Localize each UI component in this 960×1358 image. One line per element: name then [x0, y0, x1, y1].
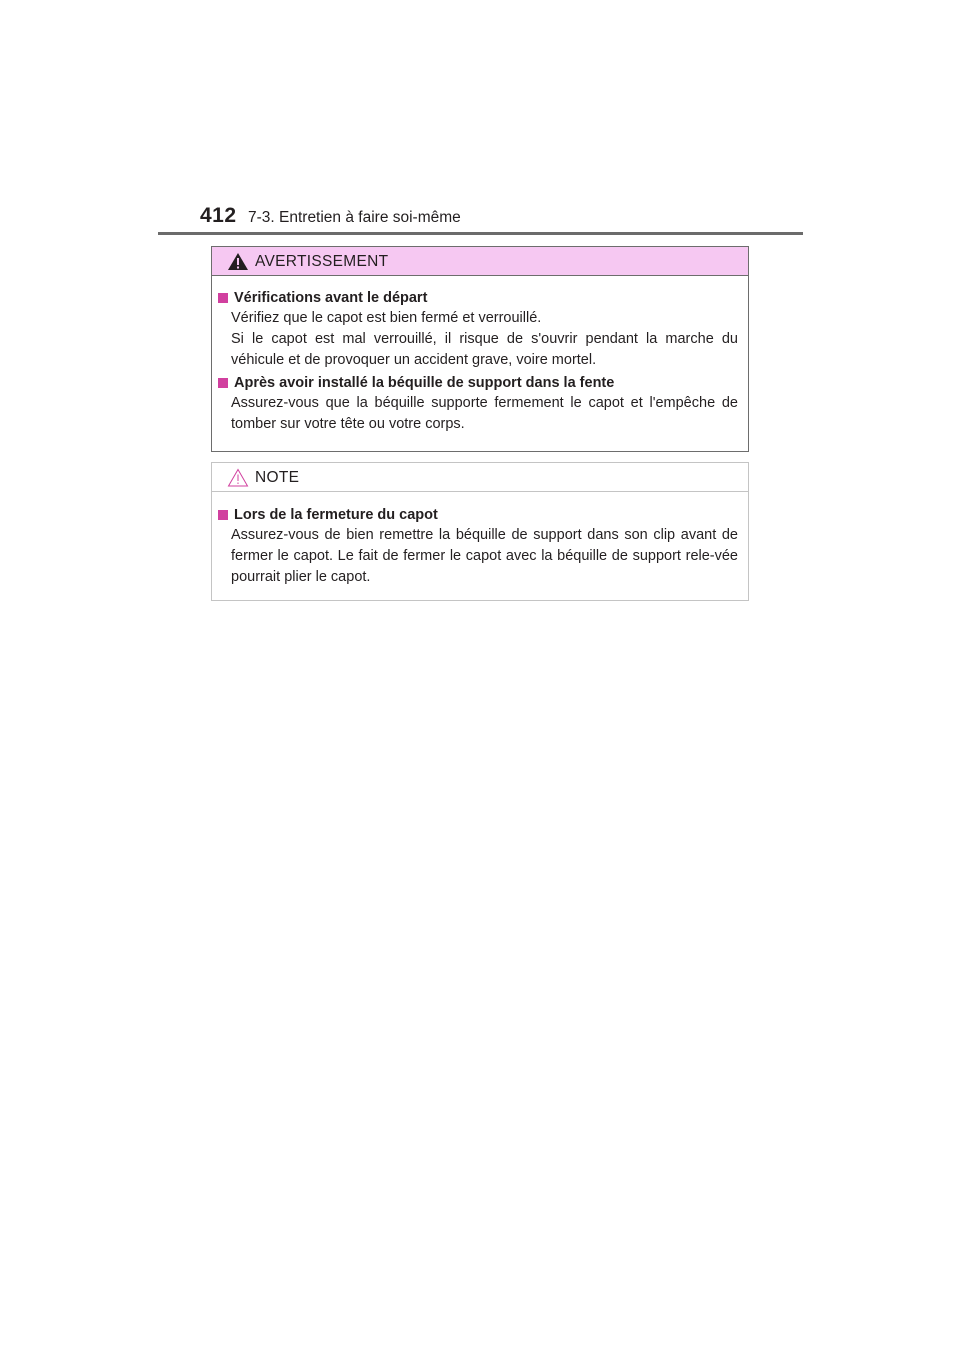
paragraph: Vérifiez que le capot est bien fermé et verrouillé.	[231, 310, 542, 326]
paragraph: Si le capot est mal verrouillé, il risque de s'ouvrir pendant la marche du véhicule et de provoquer un accident grave, voire mortel.	[231, 331, 738, 368]
warning-item-text	[218, 393, 738, 435]
page-header	[200, 204, 800, 234]
warning-header	[212, 247, 748, 276]
caution-triangle-outline-icon	[227, 468, 249, 487]
square-bullet-icon	[218, 378, 228, 388]
item-title-text: Après avoir installé la béquille de support dans la fente	[234, 375, 615, 391]
square-bullet-icon	[218, 293, 228, 303]
page-number: 412	[200, 204, 237, 227]
note-body	[212, 505, 748, 590]
item-title-text: Lors de la fermeture du capot	[234, 507, 438, 523]
note-item-text	[218, 525, 738, 588]
note-header	[212, 463, 748, 492]
paragraph: Assurez-vous de bien remettre la béquille de support dans son clip avant de fermer le capot. Le fait de fermer le capot avec la béquille de support rele-vée pourrait plier le capot.	[231, 527, 738, 585]
warning-body	[212, 288, 748, 437]
warning-label: AVERTISSEMENT	[255, 253, 389, 270]
warning-item-title	[218, 373, 738, 393]
header-rule	[158, 232, 803, 235]
warning-triangle-icon	[227, 252, 249, 271]
square-bullet-icon	[218, 510, 228, 520]
note-label: NOTE	[255, 469, 300, 486]
note-item-title	[218, 505, 738, 525]
warning-box	[211, 246, 749, 452]
warning-item-text	[218, 308, 738, 371]
paragraph: Assurez-vous que la béquille supporte fermement le capot et l'empêche de tomber sur votre tête ou votre corps.	[231, 395, 738, 432]
item-title-text: Vérifications avant le départ	[234, 290, 428, 306]
warning-item-title	[218, 288, 738, 308]
section-title: 7-3. Entretien à faire soi-même	[248, 209, 461, 226]
note-box	[211, 462, 749, 601]
